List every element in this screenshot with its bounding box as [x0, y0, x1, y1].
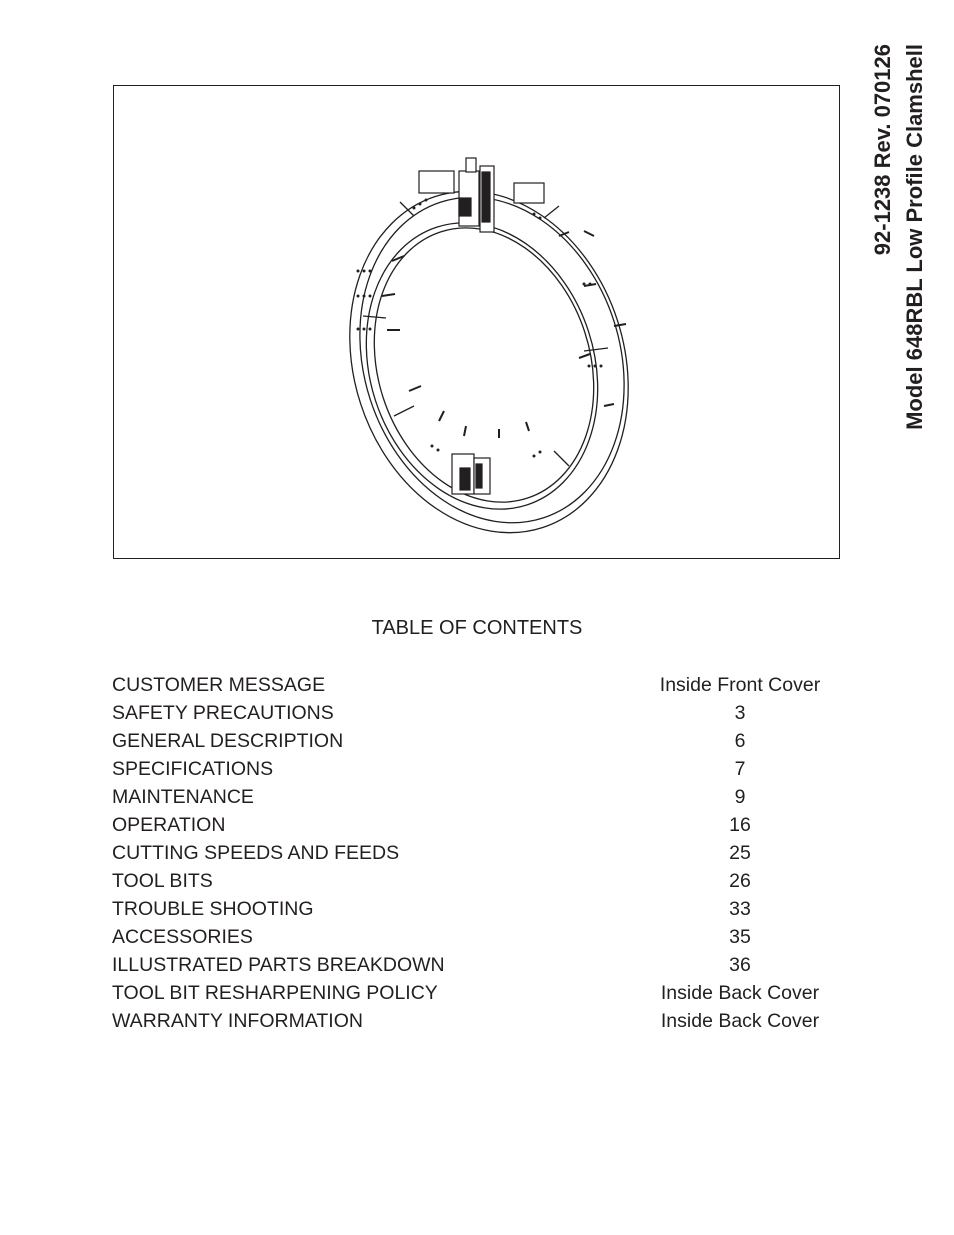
toc-entry-page: 25: [729, 842, 751, 864]
document-number: 92-1238 Rev. 070126: [870, 44, 895, 256]
bottom-clamp-block: [452, 454, 490, 494]
toc-entry-title: GENERAL DESCRIPTION: [112, 730, 344, 752]
toc-row[interactable]: [112, 757, 840, 785]
toc-row[interactable]: [112, 813, 840, 841]
toc-entry-title: TROUBLE SHOOTING: [112, 898, 314, 920]
toc-entry-title: MAINTENANCE: [112, 786, 254, 808]
toc-entry-page: 16: [729, 814, 751, 836]
toc-row[interactable]: [112, 953, 840, 981]
toc-heading: TABLE OF CONTENTS: [371, 617, 583, 639]
toc-entry-title: TOOL BITS: [112, 870, 213, 892]
toc-row[interactable]: [112, 869, 840, 897]
toc-entry-title: ILLUSTRATED PARTS BREAKDOWN: [112, 954, 445, 976]
toc-entry-page: 6: [734, 730, 746, 752]
toc-entry-title: CUTTING SPEEDS AND FEEDS: [112, 842, 400, 864]
model-title: Model 648RBL Low Profile Clamshell: [902, 44, 927, 430]
bolt-holes: [357, 199, 603, 458]
toc-entry-title: SAFETY PRECAUTIONS: [112, 702, 334, 724]
toc-row[interactable]: [112, 841, 840, 869]
toc-row[interactable]: [112, 673, 840, 701]
toc-row[interactable]: [112, 701, 840, 729]
toc-entry-page: Inside Front Cover: [659, 674, 821, 696]
toc-entry-title: CUSTOMER MESSAGE: [112, 674, 326, 696]
toc-row[interactable]: [112, 729, 840, 757]
toc-entry-page: 3: [734, 702, 746, 724]
toc-entry-page: 33: [729, 898, 751, 920]
toc-row[interactable]: [112, 897, 840, 925]
toc-entry-title: SPECIFICATIONS: [112, 758, 274, 780]
toc-entry-page: Inside Back Cover: [660, 1010, 820, 1032]
product-illustration-frame: [113, 85, 840, 559]
toc-row[interactable]: [112, 1009, 840, 1037]
toc-entry-title: OPERATION: [112, 814, 226, 836]
toc-entry-page: 35: [729, 926, 751, 948]
toc-row[interactable]: [112, 785, 840, 813]
toc-list: [112, 673, 840, 1037]
top-clamp-block: [419, 158, 544, 232]
toc-entry-page: 9: [734, 786, 746, 808]
toc-entry-title: WARRANTY INFORMATION: [112, 1010, 363, 1032]
toc-entry-page: 26: [729, 870, 751, 892]
toc-entry-page: 36: [729, 954, 751, 976]
toc-row[interactable]: [112, 925, 840, 953]
clamshell-ring-illustration: [114, 86, 841, 560]
toc-entry-page: Inside Back Cover: [660, 982, 820, 1004]
document-title-vertical: [868, 44, 938, 484]
toc-entry-title: ACCESSORIES: [112, 926, 253, 948]
toc-entry-title: TOOL BIT RESHARPENING POLICY: [112, 982, 438, 1004]
toc-row[interactable]: [112, 981, 840, 1009]
toc-entry-page: 7: [734, 758, 746, 780]
